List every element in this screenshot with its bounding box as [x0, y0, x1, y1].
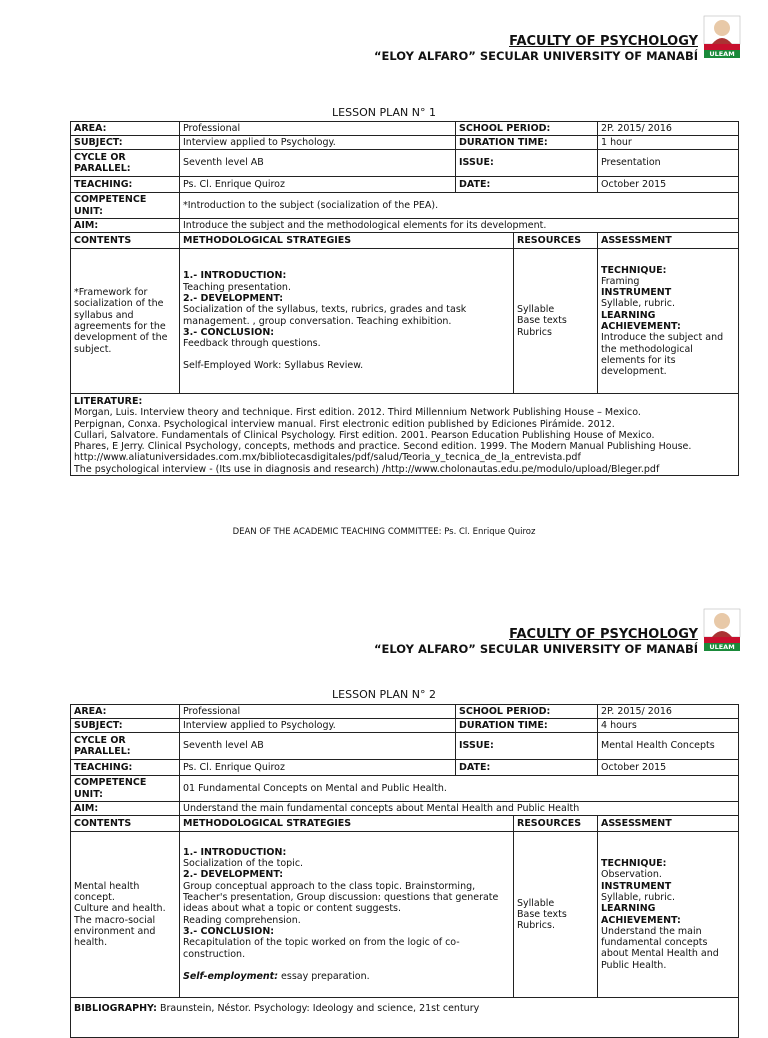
- self-employment-label: Self-employment:: [183, 970, 279, 982]
- teaching-value: Ps. Cl. Enrique Quiroz: [180, 760, 456, 776]
- area-label: AREA:: [71, 705, 180, 719]
- area-value: Professional: [180, 705, 456, 719]
- technique-value: Observation.: [601, 869, 662, 881]
- strategies-header: METHODOLOGICAL STRATEGIES: [180, 816, 514, 832]
- assessment-header: ASSESSMENT: [598, 233, 739, 249]
- strategies-cell: [180, 249, 514, 394]
- subject-value: Interview applied to Psychology.: [180, 719, 456, 733]
- issue-value: Mental Health Concepts: [598, 733, 739, 760]
- literature-item: Perpignan, Conxa. Psychological interview manual. First electronic edition published by Ediciones Pirámide. 2012.: [74, 418, 615, 430]
- conclusion-text: Feedback through questions.: [183, 338, 321, 350]
- date-label: DATE:: [456, 177, 598, 193]
- teaching-value: Ps. Cl. Enrique Quiroz: [180, 177, 456, 193]
- strategies-cell: [180, 832, 514, 998]
- issue-value: Presentation: [598, 150, 739, 177]
- subject-label: SUBJECT:: [71, 136, 180, 150]
- lesson-plan-table: [70, 121, 739, 476]
- self-work-text: Self-Employed Work: Syllabus Review.: [183, 360, 364, 372]
- school-period-label: SCHOOL PERIOD:: [456, 122, 598, 136]
- resources-header: RESOURCES: [514, 233, 598, 249]
- development-text: Group conceptual approach to the class topic. Brainstorming, Teacher's presentation, Group discussion: questions that generate ideas about what a topic or content suggests.: [183, 880, 499, 915]
- university-logo: [702, 14, 742, 62]
- instrument-label: INSTRUMENT: [601, 880, 672, 892]
- logo-text: ULEAM: [709, 50, 735, 58]
- resources-cell: [514, 832, 598, 998]
- aim-value: Introduce the subject and the methodological elements for its development.: [180, 219, 739, 233]
- school-period-value: 2P. 2015/ 2016: [598, 705, 739, 719]
- assessment-cell: [598, 832, 739, 998]
- instrument-value: Syllable, rubric.: [601, 891, 676, 903]
- logo-text: ULEAM: [709, 643, 735, 651]
- literature-cell: [71, 394, 739, 476]
- content-item: The macro-social environment and health.: [74, 914, 156, 949]
- achievement-value: Introduce the subject and the methodological elements for its development.: [601, 332, 724, 378]
- date-value: October 2015: [598, 760, 739, 776]
- teaching-label: TEACHING:: [71, 177, 180, 193]
- assessment-cell: [598, 249, 739, 394]
- aim-value: Understand the main fundamental concepts about Mental Health and Public Health: [180, 802, 739, 816]
- technique-label: TECHNIQUE:: [601, 858, 667, 870]
- lesson-plan-table: [70, 704, 739, 1038]
- introduction-text: Socialization of the topic.: [183, 858, 304, 870]
- development-label: 2.- DEVELOPMENT:: [183, 869, 284, 881]
- dean-signature: DEAN OF THE ACADEMIC TEACHING COMMITTEE: Ps. Cl. Enrique Quiroz: [232, 527, 536, 537]
- introduction-label: 1.- INTRODUCTION:: [183, 270, 287, 282]
- literature-link[interactable]: http://www.aliatuniversidades.com.mx/bibliotecasdigitales/pdf/salud/Teoria_y_tecnica_de_la_entrevista.pdf: [74, 452, 581, 464]
- duration-label: DURATION TIME:: [456, 136, 598, 150]
- aim-label: AIM:: [71, 802, 180, 816]
- header: [374, 627, 698, 656]
- resource-item: Rubrics.: [517, 920, 555, 932]
- header: [374, 34, 698, 63]
- issue-label: ISSUE:: [456, 733, 598, 760]
- self-employment-line: [183, 971, 510, 982]
- cycle-label: CYCLE OR PARALLEL:: [71, 733, 180, 760]
- cycle-value: Seventh level AB: [180, 733, 456, 760]
- resource-item: Syllable: [517, 304, 555, 316]
- area-value: Professional: [180, 122, 456, 136]
- contents-header: CONTENTS: [71, 816, 180, 832]
- conclusion-label: 3.- CONCLUSION:: [183, 925, 275, 937]
- bibliography-item: Braunstein, Néstor. Psychology: Ideology and science, 21st century: [156, 1003, 480, 1014]
- competence-label: COMPETENCE UNIT:: [71, 776, 180, 802]
- learning-label: LEARNING ACHIEVEMENT:: [601, 903, 681, 926]
- subject-label: SUBJECT:: [71, 719, 180, 733]
- conclusion-text: Recapitulation of the topic worked on from the logic of co-construction.: [183, 937, 460, 960]
- content-item: Mental health concept.: [74, 880, 140, 903]
- subject-value: Interview applied to Psychology.: [180, 136, 456, 150]
- literature-item: Cullari, Salvatore. Fundamentals of Clinical Psychology. First edition. 2001. Pearson Education Publishing House of Mexico.: [74, 429, 655, 441]
- development-label: 2.- DEVELOPMENT:: [183, 292, 284, 304]
- teaching-label: TEACHING:: [71, 760, 180, 776]
- duration-value: 1 hour: [598, 136, 739, 150]
- faculty-title: FACULTY OF PSYCHOLOGY: [509, 627, 698, 642]
- resource-item: Base texts: [517, 315, 567, 327]
- competence-label: COMPETENCE UNIT:: [71, 193, 180, 219]
- resources-cell: [514, 249, 598, 394]
- lesson-plan-title: LESSON PLAN N° 1: [332, 106, 436, 119]
- school-period-label: SCHOOL PERIOD:: [456, 705, 598, 719]
- strategies-header: METHODOLOGICAL STRATEGIES: [180, 233, 514, 249]
- cycle-value: Seventh level AB: [180, 150, 456, 177]
- university-title: “ELOY ALFARO” SECULAR UNIVERSITY OF MANABÍ: [373, 49, 698, 63]
- literature-item: Phares, E Jerry. Clinical Psychology, concepts, methods and practice. Second edition. 1999. The Modern Manual Publishing House.: [74, 441, 692, 453]
- date-value: October 2015: [598, 177, 739, 193]
- competence-value: *Introduction to the subject (socialization of the PEA).: [180, 193, 739, 219]
- literature-label: LITERATURE:: [74, 396, 143, 407]
- university-title: “ELOY ALFARO” SECULAR UNIVERSITY OF MANABÍ: [373, 642, 698, 656]
- lesson-plan-title: LESSON PLAN N° 2: [332, 688, 436, 701]
- duration-label: DURATION TIME:: [456, 719, 598, 733]
- achievement-value: Understand the main fundamental concepts about Mental Health and Public Health.: [601, 925, 719, 971]
- issue-label: ISSUE:: [456, 150, 598, 177]
- instrument-value: Syllable, rubric.: [601, 298, 676, 310]
- bibliography-cell: [71, 998, 739, 1038]
- resource-item: Syllable: [517, 897, 555, 909]
- instrument-label: INSTRUMENT: [601, 287, 672, 299]
- conclusion-label: 3.- CONCLUSION:: [183, 326, 275, 338]
- introduction-text: Teaching presentation.: [183, 281, 291, 293]
- contents-header: CONTENTS: [71, 233, 180, 249]
- duration-value: 4 hours: [598, 719, 739, 733]
- resources-header: RESOURCES: [514, 816, 598, 832]
- competence-value: 01 Fundamental Concepts on Mental and Public Health.: [180, 776, 739, 802]
- bibliography-label: BIBLIOGRAPHY:: [74, 1003, 157, 1014]
- contents-value: *Framework for socialization of the syllabus and agreements for the development of the subject.: [71, 249, 180, 394]
- date-label: DATE:: [456, 760, 598, 776]
- self-employment-text: essay preparation.: [278, 970, 370, 982]
- development-text-2: Reading comprehension.: [183, 914, 301, 926]
- technique-value: Framing: [601, 275, 640, 287]
- resource-item: Rubrics: [517, 326, 552, 338]
- faculty-title: FACULTY OF PSYCHOLOGY: [509, 34, 698, 49]
- content-item: Culture and health.: [74, 903, 166, 915]
- aim-label: AIM:: [71, 219, 180, 233]
- introduction-label: 1.- INTRODUCTION:: [183, 846, 287, 858]
- literature-link[interactable]: The psychological interview - (Its use in diagnosis and research) /http://www.cholonautas.edu.pe/modulo/upload/Bleger.pdf: [74, 463, 660, 475]
- assessment-header: ASSESSMENT: [598, 816, 739, 832]
- contents-cell: [71, 832, 180, 998]
- area-label: AREA:: [71, 122, 180, 136]
- university-logo: [702, 607, 742, 655]
- resource-item: Base texts: [517, 908, 567, 920]
- learning-label: LEARNING ACHIEVEMENT:: [601, 309, 681, 332]
- development-text: Socialization of the syllabus, texts, rubrics, grades and task management. , group conversation. Teaching exhibition.: [183, 304, 467, 327]
- technique-label: TECHNIQUE:: [601, 264, 667, 276]
- school-period-value: 2P. 2015/ 2016: [598, 122, 739, 136]
- literature-item: Morgan, Luis. Interview theory and technique. First edition. 2012. Third Millennium Network Publishing House – Mexico.: [74, 407, 641, 419]
- cycle-label: CYCLE OR PARALLEL:: [71, 150, 180, 177]
